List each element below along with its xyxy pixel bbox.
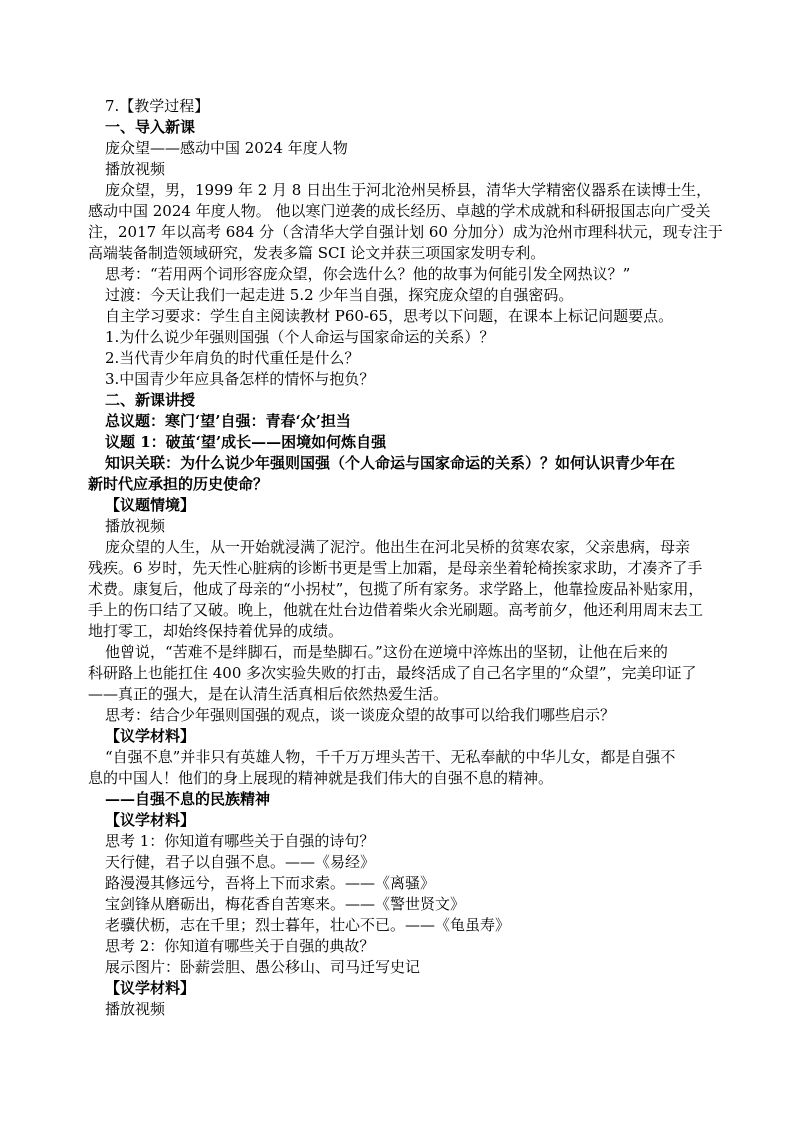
text-line: 庞众望——感动中国 2024 年度人物: [105, 139, 348, 157]
text-line: ——真正的强大，是在认清生活真相后依然热爱生活。: [88, 685, 449, 703]
text-line: 思考 2：你知道有哪些关于自强的典故？: [105, 937, 375, 955]
text-line: “自强不息”并非只有英雄人物，千千万万埋头苦干、无私奉献的中华儿女，都是自强不: [105, 748, 676, 766]
text-line: 术费。康复后，他成了母亲的“小拐杖”，包揽了所有家务。求学路上，他靠捡废品补贴家用，: [88, 580, 704, 598]
document-page: [88, 96, 725, 1020]
text-line: 自主学习要求：学生自主阅读教材 P60-65，思考以下问题，在课本上标记问题要点。: [105, 307, 674, 325]
text-line: 庞众望的人生，从一开始就浸满了泥泞。他出生在河北吴桥的贫寒农家，父亲患病，母亲: [105, 538, 691, 556]
text-line: 2.当代青少年肩负的时代重任是什么？: [105, 349, 360, 367]
text-line: 【议学材料】: [105, 811, 196, 829]
text-line: 【议学材料】: [105, 979, 196, 997]
text-line: 3.中国青少年应具备怎样的情怀与抱负？: [105, 370, 375, 388]
text-line: 思考：“若用两个词形容庞众望，你会选什么？他的故事为何能引发全网热议？”: [105, 265, 631, 283]
text-line: 路漫漫其修远兮，吾将上下而求索。——《离骚》: [105, 874, 436, 892]
text-line: 高端装备制造领域研究，发表多篇 SCI 论文并获三项国家发明专利。: [88, 244, 546, 262]
text-line: 【议题情境】: [105, 496, 196, 514]
text-line: 手上的伤口结了又破。晚上，他就在灶台边借着柴火余光刷题。高考前夕，他还利用周末去工: [88, 601, 704, 619]
text-line: 议题 1：破茧‘望’成长——困境如何炼自强: [105, 433, 387, 451]
text-line: 知识关联：为什么说少年强则国强（个人命运与国家命运的关系）？如何认识青少年在: [105, 454, 676, 472]
text-line: 感动中国 2024 年度人物。 他以寒门逆袭的成长经历、卓越的学术成就和科研报国志向广受关: [88, 202, 711, 220]
text-line: 展示图片：卧薪尝胆、愚公移山、司马迁写史记: [105, 958, 421, 976]
text-line: 地打零工，却始终保持着优异的成绩。: [88, 622, 344, 640]
text-line: 7.【教学过程】: [105, 97, 210, 115]
text-line: 【议学材料】: [105, 727, 196, 745]
text-line: 残疾。6 岁时，先天性心脏病的诊断书更是雪上加霜，是母亲坐着轮椅挨家求助，才凑齐了手: [88, 559, 703, 577]
text-line: 播放视频: [105, 1000, 166, 1018]
text-line: 二、新课讲授: [105, 391, 196, 409]
text-line: 一、导入新课: [105, 118, 196, 136]
text-line: 科研路上也能扛住 400 多次实验失败的打击，最终活成了自己名字里的“众望”，完美印证了: [88, 664, 697, 682]
text-line: ——自强不息的民族精神: [105, 790, 271, 808]
text-line: 过渡：今天让我们一起走进 5.2 少年当自强，探究庞众望的自强密码。: [105, 286, 574, 304]
text-line: 他曾说，“苦难不是绊脚石，而是垫脚石。”这份在逆境中淬炼出的坚韧，让他在后来的: [105, 643, 668, 661]
text-line: 播放视频: [105, 160, 166, 178]
text-line: 息的中国人！他们的身上展现的精神就是我们伟大的自强不息的精神。: [88, 769, 554, 787]
text-line: 宝剑锋从磨砺出，梅花香自苦寒来。——《警世贤文》: [105, 895, 466, 913]
text-line: 新时代应承担的历史使命？: [88, 475, 269, 493]
text-line: 播放视频: [105, 517, 166, 535]
text-line: 老骥伏枥，志在千里；烈士暮年，壮心不已。——《龟虽寿》: [105, 916, 511, 934]
text-line: 注，2017 年以高考 684 分（含清华大学自强计划 60 分加分）成为沧州市理科状元，现专注于: [88, 223, 723, 241]
text-line: 天行健，君子以自强不息。——《易经》: [105, 853, 376, 871]
text-line: 思考 1：你知道有哪些关于自强的诗句？: [105, 832, 375, 850]
text-line: 思考：结合少年强则国强的观点，谈一谈庞众望的故事可以给我们哪些启示？: [105, 706, 616, 724]
text-line: 1.为什么说少年强则国强（个人命运与国家命运的关系）？: [105, 328, 495, 346]
text-line: 总议题：寒门‘望’自强：青春‘众’担当: [105, 412, 351, 430]
text-line: 庞众望，男，1999 年 2 月 8 日出生于河北沧州吴桥县，清华大学精密仪器系在读博士生，: [105, 181, 712, 199]
